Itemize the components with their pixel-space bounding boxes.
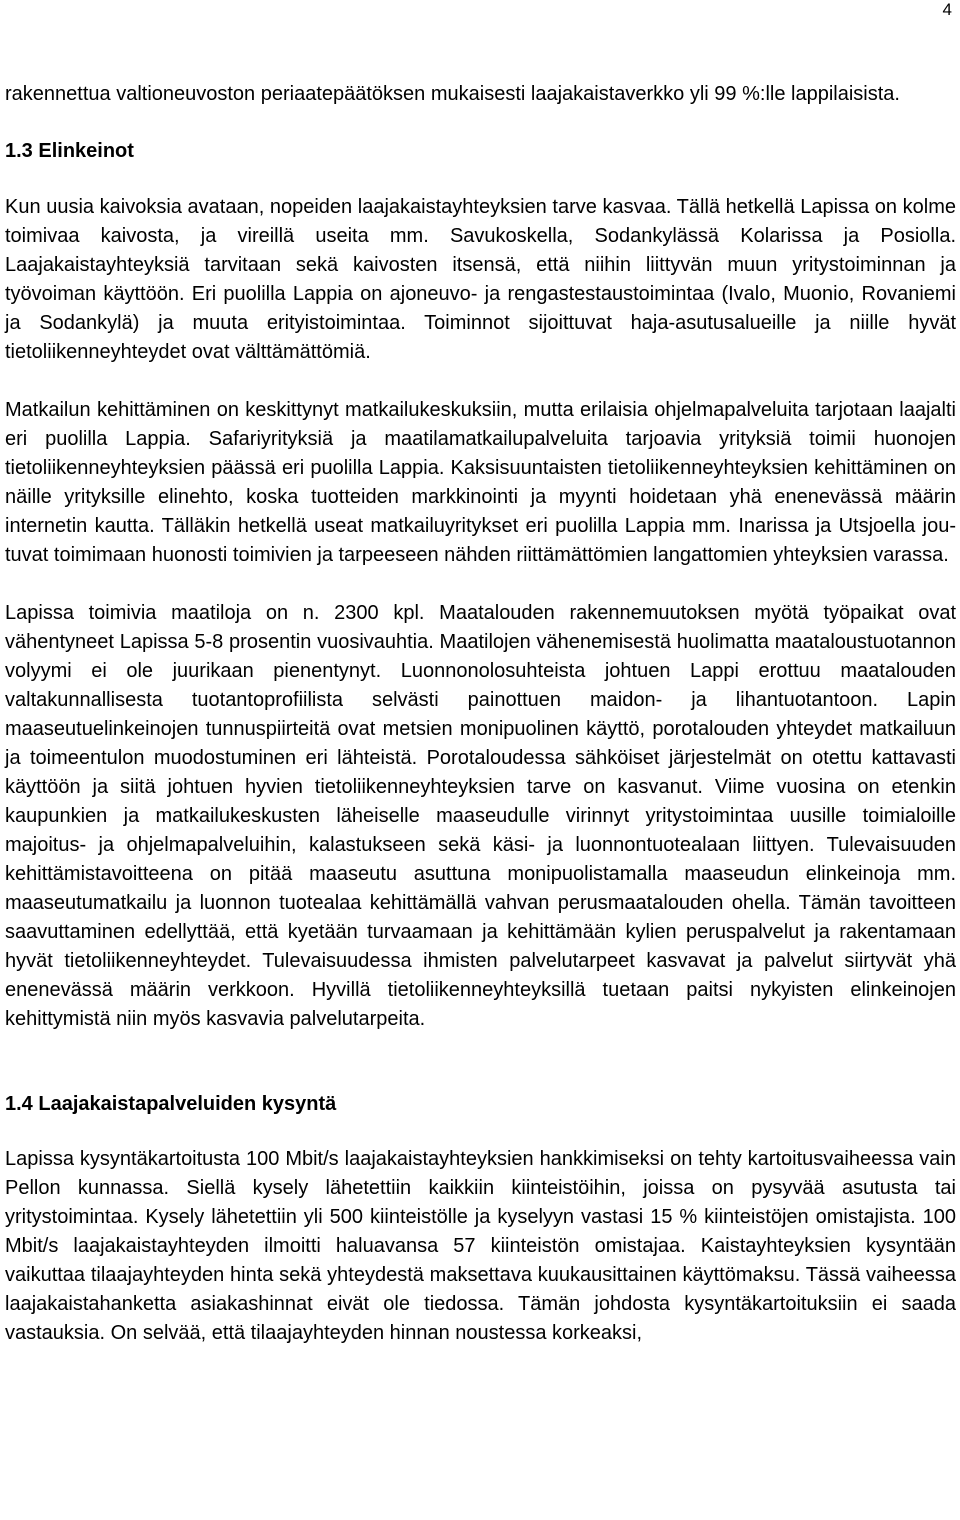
paragraph-tourism: Matkailun kehittäminen on keskittynyt matkailukeskuksiin, mutta erilaisia ohjelmapalveluita tarjotaan laajalti eri puolilla Lappia. Safariyrityksiä ja maatilamatkailupalveluita tarjoavia yrityksiä toimii huonojen tietoliikenneyhteyksien päässä eri puolilla Lappia. Kaksisuuntaisten tietoliikenneyhteyksien kehittäminen on näille yrityksille elinehto, koska tuotteiden markkinointi ja myynti hoidetaan yhä enenevässä määrin internetin kautta. Tälläkin hetkellä useat matkailuyritykset eri puolilla Lappia mm. Inarissa ja Utsjoella joutuvat toimimaan huonosti toimivien ja tarpeeseen nähden riittämättömien langattomien yhteyksien varassa. xyxy=(5,399,956,566)
paragraph-demand-survey: Lapissa kysyntäkartoitusta 100 Mbit/s laajakaistayhteyksien hankkimiseksi on tehty kartoitusvaiheessa vain Pellon kunnassa. Siellä kysely lähetettiin kaikkiin kiinteistöihin, joissa on pysyvää asutusta tai yritystoimintaa. Kysely lähetettiin yli 500 kiinteistölle ja kyselyyn vastasi 15 % kiinteistöjen omistajista. 100 Mbit/s laajakaistayhteyden ilmoitti haluavansa 57 kiinteistön omistajaa. Kaistayhteyksien kysyntään vaikuttaa tilaajayhteyden hinta sekä yhteydestä maksettava kuukausittainen käyttömaksu. Tässä vaiheessa laajakaistahanketta asiakashinnat eivät ole tiedossa. Tämän johdosta kysyntäkartoituksiin ei saada vastauksia. On selvää, että tilaajayhteyden hinnan noustessa korkeaksi, xyxy=(5,1148,956,1344)
paragraph-mines: Kun uusia kaivoksia avataan, nopeiden laajakaistayhteyksien tarve kasvaa. Tällä hetkellä Lapissa on kolme toimivaa kaivosta, ja vireillä useita mm. Savukoskella, Sodankylässä Kolarissa ja Posiolla. Laajakaistayhteyksiä tarvitaan sekä kaivosten itsensä, että niihin liittyvän muun yritystoiminnan ja työvoiman käyttöön. Eri puolilla Lappia on ajoneuvo- ja rengastestaustoimintaa (Ivalo, Muonio, Rovaniemi ja Sodankylä) ja muuta erityistoimintaa. Toiminnot sijoittuvat haja-asutusalueille ja niille hyvät tietoliikenneyhteydet ovat välttämättömiä. xyxy=(5,196,956,363)
page-number: 4 xyxy=(942,0,952,19)
document-body xyxy=(5,80,956,1348)
paragraph-broadband-intro: rakennettua valtioneuvoston periaatepäätöksen mukaisesti laajakaistaverkko yli 99 %:lle lappilaisista. xyxy=(5,83,900,105)
section-heading-kysynta: 1.4 Laajakaistapalveluiden kysyntä xyxy=(5,1093,337,1115)
paragraph-agriculture: Lapissa toimivia maatiloja on n. 2300 kpl. Maatalouden rakennemuutoksen myötä työpaikat ovat vähentyneet Lapissa 5-8 prosentin vuosivauhtia. Maatilojen vähenemisestä huolimatta maataloustuotannon volyymi ei ole juurikaan pienentynyt. Luonnonolosuhteista johtuen Lappi erottuu maatalouden valtakunnallisesta tuotantoprofiilista selvästi painottuen maidon- ja lihantuotantoon. Lapin maaseutuelinkeinojen tunnuspiirteitä ovat metsien monipuolinen käyttö, porotalouden yhteydet matkailuun ja toimeentulon muodostuminen eri lähteistä. Porotaloudessa sähköiset järjestelmät on otettu kattavasti käyttöön ja siitä johtuen hyvien tietoliikenneyhteyksien tarve on kasvanut. Viime vuosina on etenkin kaupunkien ja matkailukeskusten läheiselle maaseudulle virinnyt yritystoimintaa uusille toimialoille majoitus- ja ohjelmapalveluihin, kalastukseen sekä käsi- ja luonnontuotealaan liittyen. Tulevaisuuden kehittämistavoitteena on pitää maaseutu asuttuna monipuolistamalla maaseudun elinkeinoja mm. maaseutumatkailu ja luonnon tuotealaa kehittämällä vahvan perusmaatalouden ohella. Tämän tavoitteen saavuttaminen edellyttää, että kyetään turvaamaan ja kehittämään kylien peruspalvelut ja rakentamaan hyvät tietoliikenneyhteydet. Tulevaisuudessa ihmisten palvelutarpeet kasvavat ja palvelut siirtyvät yhä enenevässä määrin verkkoon. Hyvillä tietoliikenneyhteyksillä tuetaan paitsi nykyisten elinkeinojen kehittymistä niin myös kasvavia palvelutarpeita. xyxy=(5,602,956,1030)
section-heading-elinkeinot: 1.3 Elinkeinot xyxy=(5,140,134,162)
